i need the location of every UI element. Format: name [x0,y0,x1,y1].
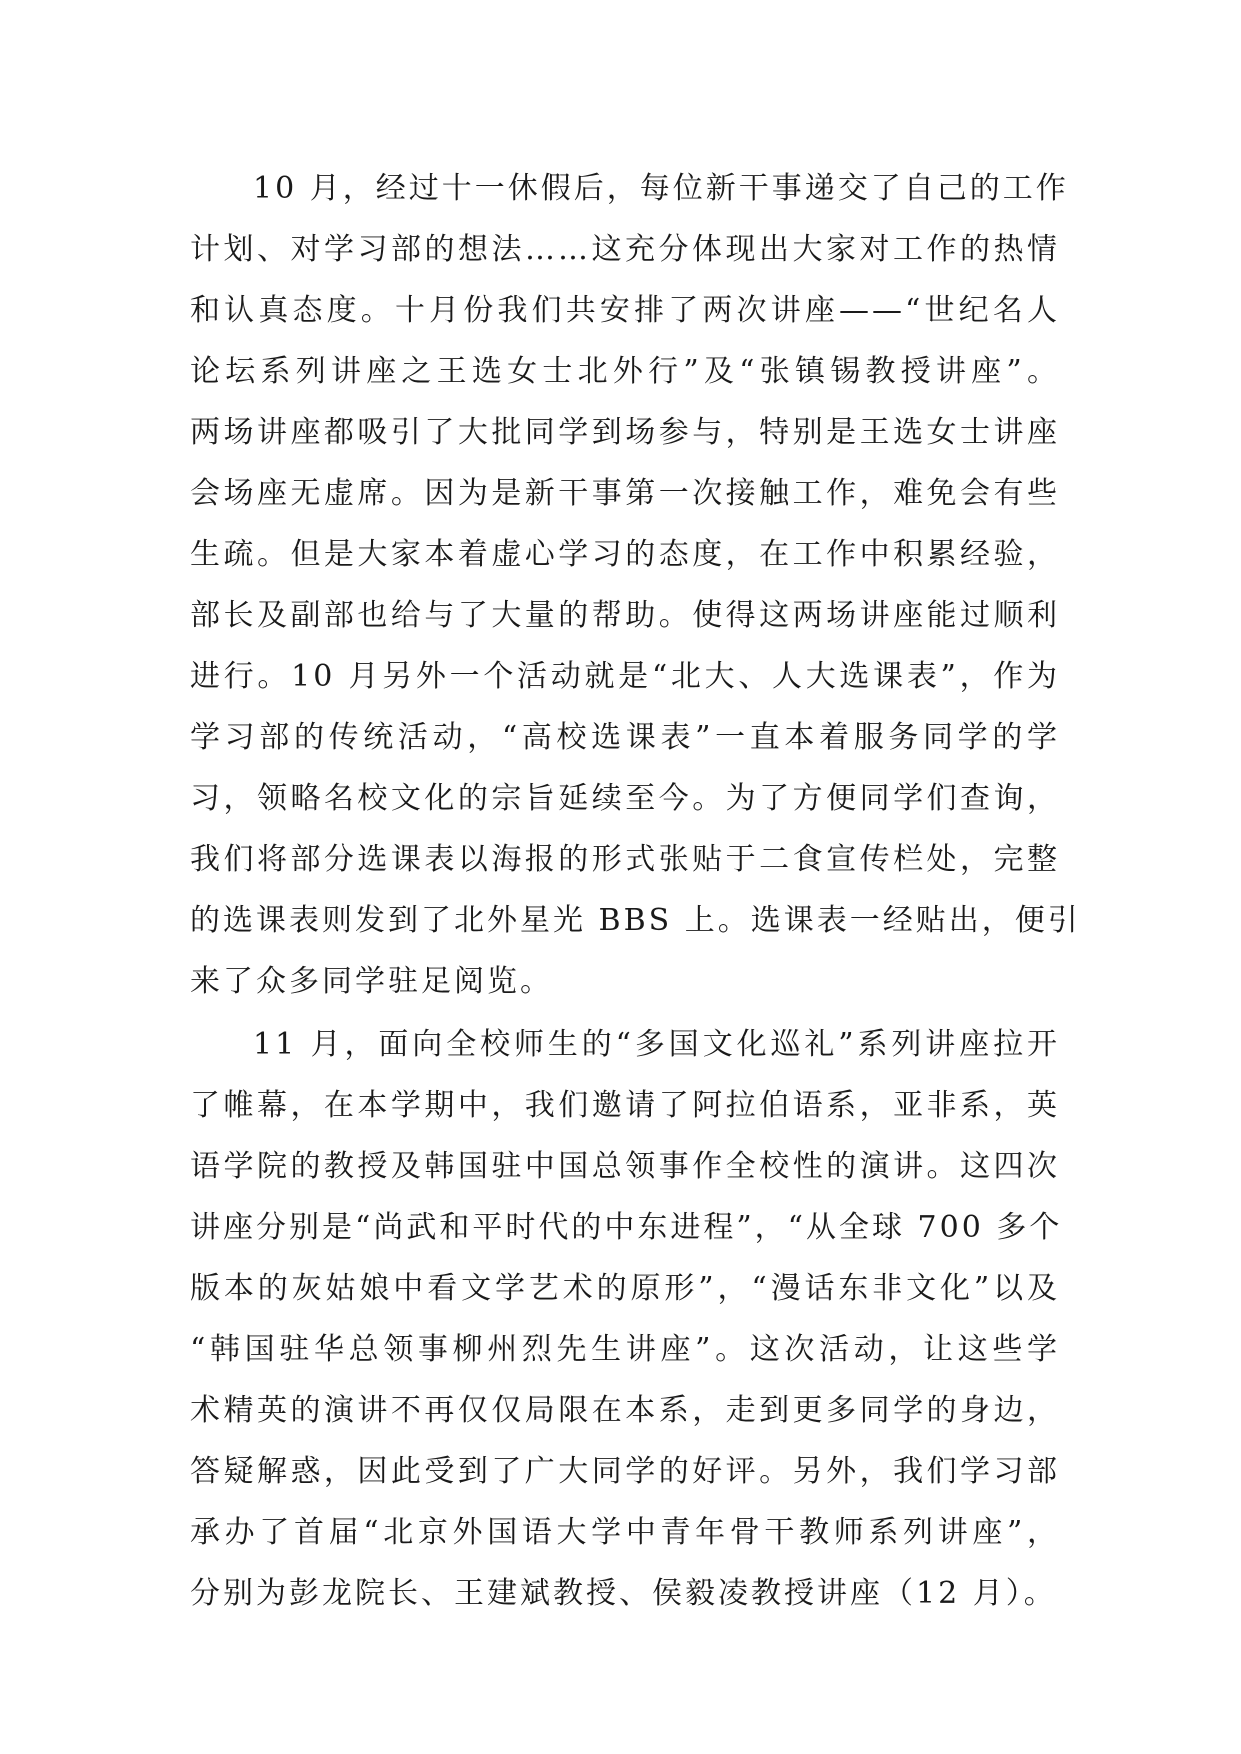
text-line: 承办了首届“北京外国语大学中青年骨干教师系列讲座”， [190,1515,1060,1550]
paragraph-november [190,1014,1063,1624]
text-line: 讲座分别是“尚武和平时代的中东进程”，“从全球 700 多个 [190,1210,1063,1245]
text-line: 论坛系列讲座之王选女士北外行”及“张镇锡教授讲座”。 [190,354,1060,389]
text-line: 11 月，面向全校师生的“多国文化巡礼”系列讲座拉开 [253,1027,1060,1062]
paragraph-october [190,158,1081,1012]
text-line: 我们将部分选课表以海报的形式张贴于二食宣传栏处，完整 [190,842,1060,877]
text-line: 版本的灰姑娘中看文学艺术的原形”，“漫话东非文化”以及 [190,1271,1060,1306]
text-line: 习，领略名校文化的宗旨延续至今。为了方便同学们查询， [190,781,1060,816]
text-line: 计划、对学习部的想法……这充分体现出大家对工作的热情 [190,232,1060,267]
text-line: 10 月，经过十一休假后，每位新干事递交了自己的工作 [253,171,1069,206]
text-line: 术精英的演讲不再仅仅局限在本系，走到更多同学的身边， [190,1393,1060,1428]
text-line: 部长及副部也给与了大量的帮助。使得这两场讲座能过顺利 [190,598,1060,633]
text-line: 来了众多同学驻足阅览。 [190,964,553,999]
text-line: 答疑解惑，因此受到了广大同学的好评。另外，我们学习部 [190,1454,1060,1489]
text-line: 生疏。但是大家本着虚心学习的态度，在工作中积累经验， [190,537,1060,572]
text-line: 学习部的传统活动，“高校选课表”一直本着服务同学的学 [190,720,1060,755]
text-line: 和认真态度。十月份我们共安排了两次讲座——“世纪名人 [190,293,1060,328]
text-line: 的选课表则发到了北外星光 BBS 上。选课表一经贴出，便引 [190,903,1081,938]
document-body [190,158,1081,1624]
text-line: 会场座无虚席。因为是新干事第一次接触工作，难免会有些 [190,476,1060,511]
text-line: 分别为彭龙院长、王建斌教授、侯毅凌教授讲座（12 月）。 [190,1576,1057,1611]
text-line: “韩国驻华总领事柳州烈先生讲座”。这次活动，让这些学 [190,1332,1060,1367]
text-line: 进行。10 月另外一个活动就是“北大、人大选课表”，作为 [190,659,1060,694]
text-line: 语学院的教授及韩国驻中国总领事作全校性的演讲。这四次 [190,1149,1060,1184]
text-line: 两场讲座都吸引了大批同学到场参与，特别是王选女士讲座 [190,415,1060,450]
text-line: 了帷幕，在本学期中，我们邀请了阿拉伯语系，亚非系，英 [190,1088,1060,1123]
